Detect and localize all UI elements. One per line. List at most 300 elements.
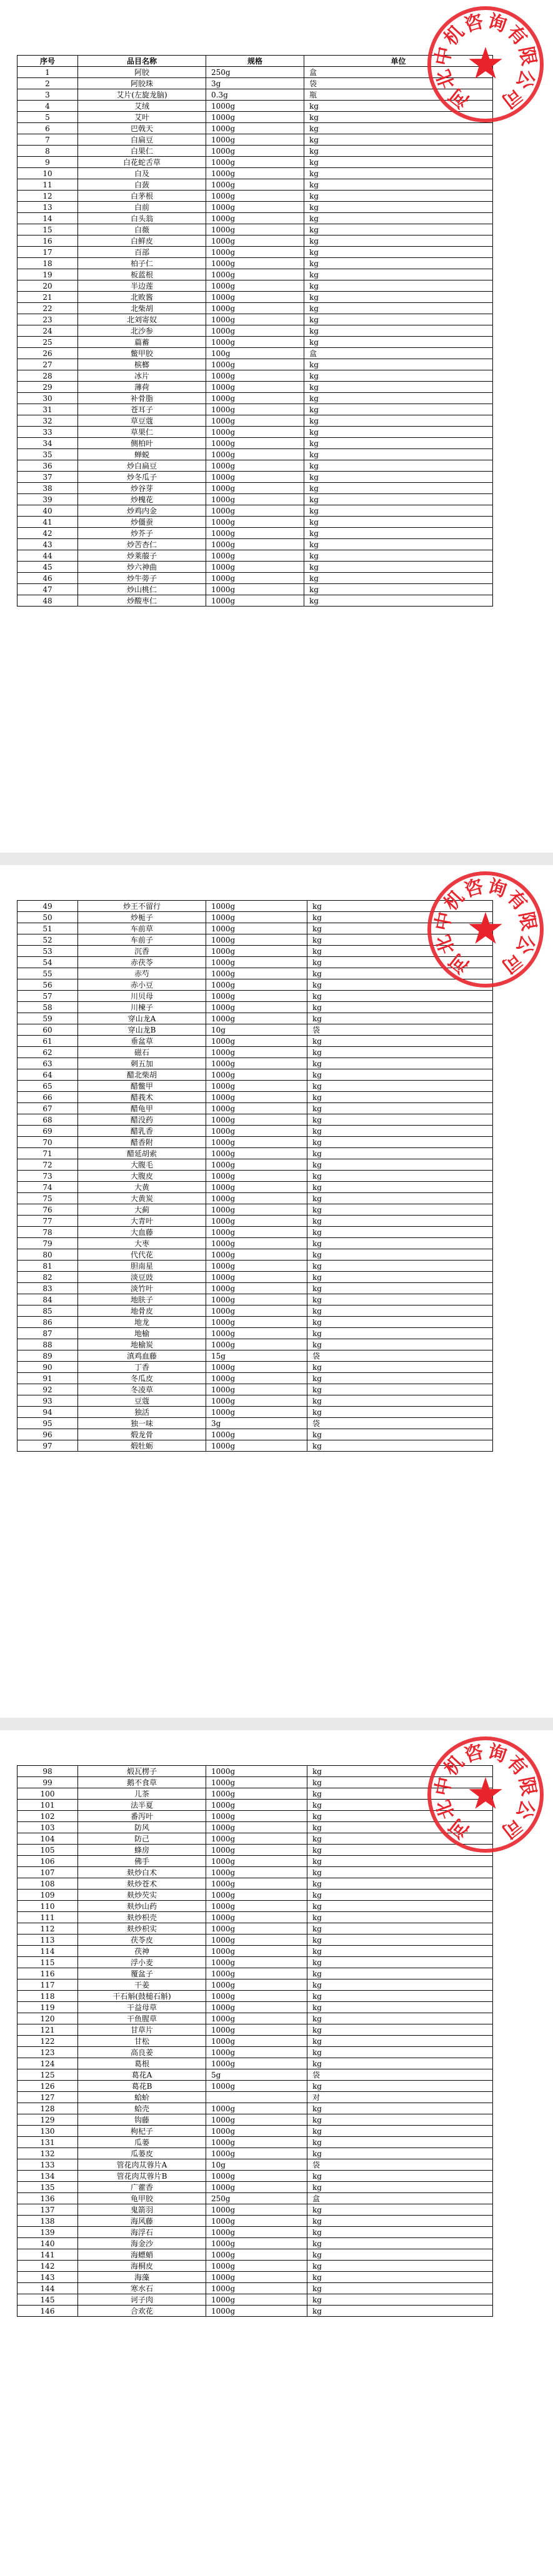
table-row <box>17 202 493 213</box>
row-no: 86 <box>17 1317 78 1328</box>
row-spec: 1000g <box>206 427 304 438</box>
header-unit: 单位 <box>304 56 493 67</box>
row-no: 47 <box>17 584 78 595</box>
row-no: 92 <box>17 1384 78 1395</box>
table-row <box>17 460 493 472</box>
row-no: 137 <box>17 2204 78 2216</box>
table-row <box>17 191 493 202</box>
row-name: 寒水石 <box>78 2283 206 2294</box>
row-unit: kg <box>304 112 493 123</box>
row-unit: kg <box>307 1148 493 1159</box>
row-name: 淡竹叶 <box>78 1283 206 1294</box>
row-unit: 盒 <box>307 2193 493 2204</box>
row-spec: 1000g <box>206 1114 307 1126</box>
svg-text:有: 有 <box>502 1751 532 1780</box>
table-row <box>17 1912 493 1923</box>
svg-text:司: 司 <box>497 83 526 112</box>
row-unit: kg <box>304 404 493 415</box>
table-row <box>17 404 493 415</box>
row-unit: kg <box>307 1137 493 1148</box>
row-name: 地骨皮 <box>78 1305 206 1317</box>
table-row <box>17 595 493 607</box>
row-unit: kg <box>307 1182 493 1193</box>
row-no: 97 <box>17 1440 78 1452</box>
row-spec: 1000g <box>206 224 304 235</box>
row-no: 18 <box>17 258 78 269</box>
row-name: 槟榔 <box>78 359 206 370</box>
row-spec: 1000g <box>206 2294 307 2306</box>
row-no: 45 <box>17 562 78 573</box>
row-no: 123 <box>17 2047 78 2058</box>
row-no: 115 <box>17 1957 78 1968</box>
row-spec: 1000g <box>206 179 304 191</box>
row-name: 车前子 <box>78 934 206 946</box>
row-name: 大血藤 <box>78 1227 206 1238</box>
row-spec: 1000g <box>206 235 304 247</box>
table-row <box>17 1991 493 2002</box>
row-spec: 1000g <box>206 2081 307 2092</box>
row-spec: 1000g <box>206 2002 307 2013</box>
row-no: 131 <box>17 2137 78 2148</box>
row-spec: 1000g <box>206 1395 307 1407</box>
row-unit: kg <box>304 393 493 404</box>
row-name: 滇鸡血藤 <box>78 1350 206 1362</box>
row-unit: kg <box>307 957 493 968</box>
row-name: 蛤壳 <box>78 2103 206 2114</box>
table-row <box>17 1923 493 1934</box>
row-name: 甘松 <box>78 2036 206 2047</box>
row-spec: 1000g <box>206 2036 307 2047</box>
row-unit: kg <box>307 1822 493 1833</box>
row-unit: kg <box>304 539 493 550</box>
row-name: 鹅不食草 <box>78 1777 206 1788</box>
row-unit: kg <box>304 382 493 393</box>
goods-table <box>17 55 493 607</box>
row-unit: kg <box>307 1845 493 1856</box>
row-no: 27 <box>17 359 78 370</box>
row-spec: 1000g <box>206 2047 307 2058</box>
row-unit: kg <box>307 923 493 934</box>
row-spec: 1000g <box>206 325 304 337</box>
table-row <box>17 2002 493 2013</box>
row-no: 143 <box>17 2272 78 2283</box>
header-spec: 规格 <box>206 56 304 67</box>
table-row <box>17 1148 493 1159</box>
row-unit: kg <box>304 415 493 427</box>
table-row <box>17 1002 493 1013</box>
table-row <box>17 1957 493 1968</box>
row-name: 覆盆子 <box>78 1968 206 1979</box>
row-unit: kg <box>307 1362 493 1373</box>
row-no: 68 <box>17 1114 78 1126</box>
row-no: 121 <box>17 2024 78 2036</box>
row-unit: kg <box>307 1216 493 1227</box>
row-name: 煅瓦楞子 <box>78 1766 206 1777</box>
row-no: 90 <box>17 1362 78 1373</box>
svg-text:有: 有 <box>502 886 532 915</box>
row-unit: kg <box>307 1979 493 1991</box>
row-unit: kg <box>307 1991 493 2002</box>
row-spec: 1000g <box>206 303 304 314</box>
row-unit: kg <box>304 235 493 247</box>
row-name: 草果仁 <box>78 427 206 438</box>
table-row <box>17 2092 493 2103</box>
row-no: 100 <box>17 1788 78 1800</box>
row-unit: kg <box>307 934 493 946</box>
document-page-2 <box>0 865 553 1718</box>
row-no: 140 <box>17 2238 78 2249</box>
row-no: 126 <box>17 2081 78 2092</box>
table-row <box>17 494 493 505</box>
row-no: 14 <box>17 213 78 224</box>
table-row <box>17 1339 493 1350</box>
row-no: 37 <box>17 472 78 483</box>
table-row <box>17 1036 493 1047</box>
row-no: 3 <box>17 89 78 101</box>
row-no: 25 <box>17 337 78 348</box>
row-unit: kg <box>307 1013 493 1024</box>
row-name: 百部 <box>78 247 206 258</box>
table-row <box>17 946 493 957</box>
row-no: 78 <box>17 1227 78 1238</box>
table-row <box>17 247 493 258</box>
svg-text:询: 询 <box>485 10 509 37</box>
row-unit: kg <box>304 179 493 191</box>
row-no: 7 <box>17 134 78 146</box>
row-unit: kg <box>304 337 493 348</box>
table-row <box>17 1968 493 1979</box>
row-unit: kg <box>304 460 493 472</box>
table-row <box>17 1317 493 1328</box>
row-unit: kg <box>304 562 493 573</box>
row-unit: kg <box>307 2272 493 2283</box>
row-unit: kg <box>307 2058 493 2069</box>
table-row <box>17 2126 493 2137</box>
table-row <box>17 1328 493 1339</box>
row-name: 瓜蒌 <box>78 2137 206 2148</box>
table-row <box>17 2238 493 2249</box>
row-name: 独活 <box>78 1407 206 1418</box>
row-spec: 10g <box>206 2159 307 2171</box>
table-row <box>17 314 493 325</box>
svg-text:询: 询 <box>485 1740 509 1767</box>
table-row <box>17 991 493 1002</box>
row-spec: 1000g <box>206 1328 307 1339</box>
row-spec: 1000g <box>206 1193 307 1204</box>
table-row <box>17 1283 493 1294</box>
row-unit: 袋 <box>307 2069 493 2081</box>
table-row <box>17 224 493 235</box>
row-name: 醋没药 <box>78 1114 206 1126</box>
row-no: 112 <box>17 1923 78 1934</box>
row-spec: 1000g <box>206 1833 307 1845</box>
row-spec: 1000g <box>206 562 304 573</box>
row-name: 艾叶 <box>78 112 206 123</box>
row-name: 儿茶 <box>78 1788 206 1800</box>
table-row <box>17 2159 493 2171</box>
row-name: 炒槐花 <box>78 494 206 505</box>
row-unit: kg <box>304 258 493 269</box>
row-unit: kg <box>304 303 493 314</box>
table-row <box>17 1350 493 1362</box>
row-spec: 1000g <box>206 1901 307 1912</box>
row-unit: kg <box>307 979 493 991</box>
row-name: 白果仁 <box>78 146 206 157</box>
table-row <box>17 1182 493 1193</box>
row-no: 120 <box>17 2013 78 2024</box>
row-unit: kg <box>307 1407 493 1418</box>
row-name: 苍耳子 <box>78 404 206 415</box>
row-no: 52 <box>17 934 78 946</box>
row-spec: 1000g <box>206 1261 307 1272</box>
row-name: 白扁豆 <box>78 134 206 146</box>
row-name: 北败酱 <box>78 292 206 303</box>
row-name: 萹蓄 <box>78 337 206 348</box>
row-unit: kg <box>304 449 493 460</box>
row-name: 蜂房 <box>78 1845 206 1856</box>
row-no: 133 <box>17 2159 78 2171</box>
row-spec: 1000g <box>206 1317 307 1328</box>
row-name: 阿胶珠 <box>78 78 206 89</box>
row-unit: kg <box>307 1934 493 1946</box>
svg-text:司: 司 <box>497 948 526 978</box>
row-spec: 1000g <box>206 1800 307 1811</box>
row-no: 40 <box>17 505 78 517</box>
row-unit: kg <box>304 427 493 438</box>
goods-table <box>17 900 493 1452</box>
table-row <box>17 2069 493 2081</box>
row-no: 122 <box>17 2036 78 2047</box>
row-name: 穿山龙B <box>78 1024 206 1036</box>
table-row <box>17 2024 493 2036</box>
row-name: 海螵蛸 <box>78 2249 206 2261</box>
row-name: 赤茯苓 <box>78 957 206 968</box>
row-no: 21 <box>17 292 78 303</box>
table-row <box>17 2103 493 2114</box>
row-spec: 1000g <box>206 1047 307 1058</box>
table-row <box>17 584 493 595</box>
row-no: 67 <box>17 1103 78 1114</box>
row-spec: 1000g <box>206 2272 307 2283</box>
row-name: 穿山龙A <box>78 1013 206 1024</box>
row-unit: kg <box>304 224 493 235</box>
table-row <box>17 1294 493 1305</box>
row-spec: 1000g <box>206 1946 307 1957</box>
table-row <box>17 1777 493 1788</box>
row-name: 白薇 <box>78 224 206 235</box>
row-unit: kg <box>307 1069 493 1081</box>
row-no: 15 <box>17 224 78 235</box>
row-name: 麸炒山药 <box>78 1901 206 1912</box>
table-row <box>17 1272 493 1283</box>
table-row <box>17 2204 493 2216</box>
row-no: 6 <box>17 123 78 134</box>
row-spec: 1000g <box>206 517 304 528</box>
row-no: 119 <box>17 2002 78 2013</box>
row-unit: kg <box>307 1384 493 1395</box>
row-no: 32 <box>17 415 78 427</box>
row-unit: kg <box>304 505 493 517</box>
row-no: 63 <box>17 1058 78 1069</box>
row-name: 大枣 <box>78 1238 206 1249</box>
table-row <box>17 901 493 912</box>
table-row <box>17 1373 493 1384</box>
table-row <box>17 2283 493 2294</box>
row-no: 69 <box>17 1126 78 1137</box>
row-spec: 1000g <box>206 1148 307 1159</box>
row-name: 麸炒芡实 <box>78 1890 206 1901</box>
row-name: 白头翁 <box>78 213 206 224</box>
row-no: 82 <box>17 1272 78 1283</box>
row-unit: kg <box>307 2171 493 2182</box>
row-unit: kg <box>304 157 493 168</box>
row-unit: kg <box>307 1103 493 1114</box>
row-no: 49 <box>17 901 78 912</box>
svg-text:司: 司 <box>497 1813 526 1843</box>
table-row <box>17 912 493 923</box>
table-row <box>17 415 493 427</box>
table-row <box>17 2306 493 2317</box>
row-name: 大腹皮 <box>78 1171 206 1182</box>
row-no: 118 <box>17 1991 78 2002</box>
row-unit: kg <box>307 2114 493 2126</box>
row-no: 71 <box>17 1148 78 1159</box>
row-unit: kg <box>307 1081 493 1092</box>
row-unit: kg <box>307 1171 493 1182</box>
row-spec: 1000g <box>206 1856 307 1867</box>
row-name: 白茅根 <box>78 191 206 202</box>
row-spec: 1000g <box>206 2114 307 2126</box>
row-no: 34 <box>17 438 78 449</box>
row-unit: kg <box>307 1890 493 1901</box>
row-unit: kg <box>304 213 493 224</box>
row-unit: kg <box>304 134 493 146</box>
table-row <box>17 1305 493 1317</box>
row-no: 4 <box>17 101 78 112</box>
row-unit: kg <box>307 1238 493 1249</box>
row-name: 冬瓜皮 <box>78 1373 206 1384</box>
table-row <box>17 2081 493 2092</box>
table-row <box>17 923 493 934</box>
row-spec: 10g <box>206 1024 307 1036</box>
row-name: 干石斛(鼓槌石斛) <box>78 1991 206 2002</box>
row-no: 83 <box>17 1283 78 1294</box>
row-name: 浮小麦 <box>78 1957 206 1968</box>
row-name: 醋延胡索 <box>78 1148 206 1159</box>
row-unit: kg <box>307 2013 493 2024</box>
row-unit: kg <box>304 517 493 528</box>
row-no: 129 <box>17 2114 78 2126</box>
table-row <box>17 550 493 562</box>
row-no: 125 <box>17 2069 78 2081</box>
row-no: 53 <box>17 946 78 957</box>
row-spec: 1000g <box>206 359 304 370</box>
table-row <box>17 1114 493 1126</box>
row-spec: 1000g <box>206 1407 307 1418</box>
row-no: 89 <box>17 1350 78 1362</box>
row-name: 番泻叶 <box>78 1811 206 1822</box>
row-spec: 1000g <box>206 1002 307 1013</box>
row-unit: kg <box>307 1126 493 1137</box>
row-name: 炒冬瓜子 <box>78 472 206 483</box>
table-row <box>17 2294 493 2306</box>
row-unit: kg <box>307 2204 493 2216</box>
row-name: 代代花 <box>78 1249 206 1261</box>
row-spec: 1000g <box>206 957 307 968</box>
row-name: 刺五加 <box>78 1058 206 1069</box>
row-no: 77 <box>17 1216 78 1227</box>
row-spec: 1000g <box>206 2249 307 2261</box>
table-row <box>17 213 493 224</box>
row-no: 130 <box>17 2126 78 2137</box>
table-row <box>17 1800 493 1811</box>
row-no: 80 <box>17 1249 78 1261</box>
row-spec: 1000g <box>206 202 304 213</box>
row-spec: 1000g <box>206 168 304 179</box>
row-no: 94 <box>17 1407 78 1418</box>
row-unit: kg <box>304 247 493 258</box>
row-name: 车前草 <box>78 923 206 934</box>
row-name: 艾片(左旋龙脑) <box>78 89 206 101</box>
row-spec: 1000g <box>206 157 304 168</box>
svg-text:限: 限 <box>514 909 540 933</box>
row-spec: 1000g <box>206 1013 307 1024</box>
row-unit: kg <box>307 946 493 957</box>
table-row <box>17 1058 493 1069</box>
table-row <box>17 1137 493 1148</box>
row-no: 39 <box>17 494 78 505</box>
row-name: 麸炒枳实 <box>78 1923 206 1934</box>
row-no: 98 <box>17 1766 78 1777</box>
table-row <box>17 1788 493 1800</box>
table-row <box>17 89 493 101</box>
svg-text:河: 河 <box>445 83 474 112</box>
row-spec: 1000g <box>206 2261 307 2272</box>
table-row <box>17 2227 493 2238</box>
table-row <box>17 979 493 991</box>
row-unit: kg <box>307 1867 493 1878</box>
row-no: 101 <box>17 1800 78 1811</box>
row-name: 醋鳖甲 <box>78 1081 206 1092</box>
row-unit: kg <box>307 1878 493 1890</box>
row-name: 鳖甲胶 <box>78 348 206 359</box>
row-spec: 1000g <box>206 123 304 134</box>
table-row <box>17 1103 493 1114</box>
row-unit: kg <box>307 1058 493 1069</box>
table-row <box>17 1395 493 1407</box>
row-spec: 1000g <box>206 1845 307 1856</box>
row-no: 35 <box>17 449 78 460</box>
row-name: 北柴胡 <box>78 303 206 314</box>
row-unit: kg <box>307 1946 493 1957</box>
table-row <box>17 2216 493 2227</box>
row-name: 炒酸枣仁 <box>78 595 206 607</box>
row-spec: 1000g <box>206 946 307 957</box>
row-unit: kg <box>307 912 493 923</box>
table-header-row <box>17 56 493 67</box>
row-spec: 1000g <box>206 1440 307 1452</box>
row-no: 62 <box>17 1047 78 1058</box>
row-name: 管花肉苁蓉片A <box>78 2159 206 2171</box>
row-name: 地肤子 <box>78 1294 206 1305</box>
document-page-3 <box>0 1730 553 2576</box>
row-spec: 1000g <box>206 258 304 269</box>
table-row <box>17 1418 493 1429</box>
row-no: 146 <box>17 2306 78 2317</box>
row-unit: kg <box>307 2261 493 2272</box>
row-spec: 1000g <box>206 595 304 607</box>
row-spec: 1000g <box>206 1934 307 1946</box>
